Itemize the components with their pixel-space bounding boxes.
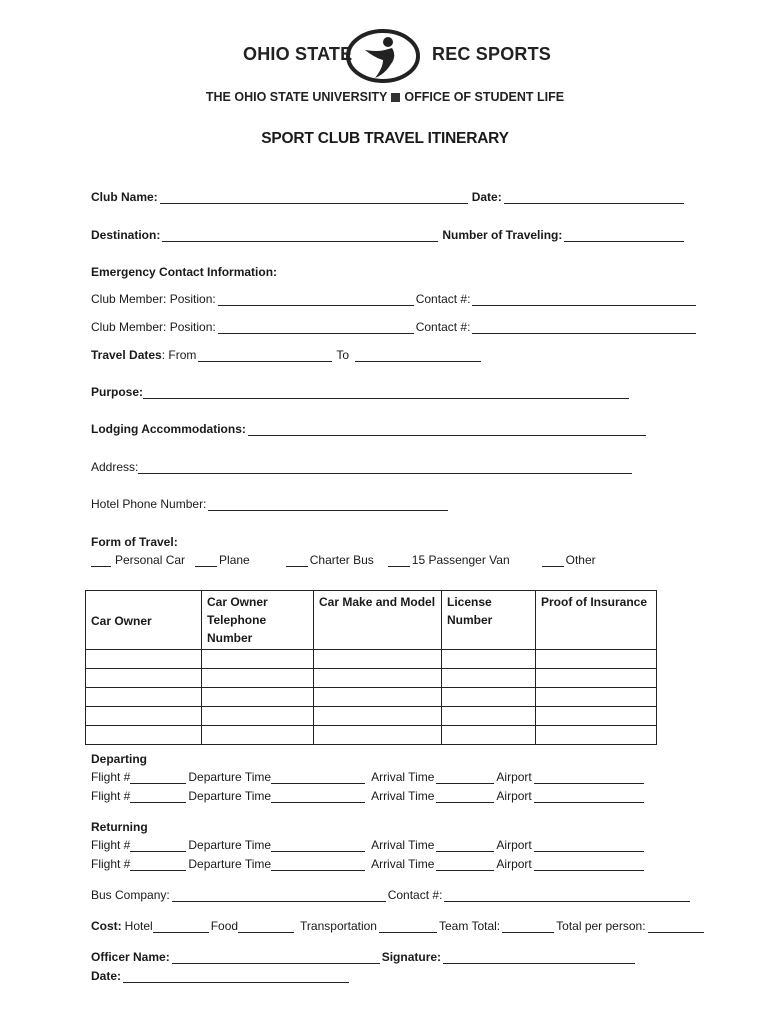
emergency-contact-heading: Emergency Contact Information: [91, 265, 278, 279]
contact-field[interactable] [472, 293, 696, 306]
contact-field[interactable] [472, 321, 696, 334]
officer-date-field[interactable] [123, 970, 349, 983]
club-member-position-label: Club Member: Position: [91, 292, 216, 306]
charter-bus-checkbox[interactable] [286, 554, 308, 567]
food-cost-field[interactable] [238, 920, 294, 933]
table-cell[interactable] [86, 707, 202, 726]
returning-heading: Returning [91, 820, 148, 834]
arrival-time-field[interactable] [436, 790, 494, 803]
passenger-van-label: 15 Passenger Van [411, 553, 510, 567]
table-cell[interactable] [202, 669, 314, 688]
contact-label: Contact #: [415, 320, 471, 334]
cost-row [91, 919, 706, 933]
table-cell[interactable] [314, 688, 442, 707]
flight-label: Flight # [91, 838, 131, 852]
travel-options-row [91, 553, 596, 567]
table-cell[interactable] [86, 669, 202, 688]
column-header-telephone: Car Owner Telephone Number [202, 591, 314, 650]
travel-to-field[interactable] [355, 349, 481, 362]
table-cell[interactable] [536, 707, 657, 726]
cost-label: Cost: [91, 919, 122, 933]
arrival-time-label: Arrival Time [371, 857, 435, 871]
table-cell[interactable] [536, 726, 657, 745]
arrival-time-field[interactable] [436, 771, 494, 784]
logo-text-right: REC SPORTS [432, 44, 552, 64]
airport-label: Airport [496, 857, 532, 871]
officer-date-label: Date: [91, 969, 122, 983]
club-name-row [91, 190, 686, 204]
officer-row [91, 950, 637, 964]
arrival-time-label: Arrival Time [371, 770, 435, 784]
returning-flight-row-1 [91, 838, 646, 852]
lodging-field[interactable] [248, 423, 646, 436]
club-member-position-field[interactable] [218, 321, 414, 334]
column-header-car-owner: Car Owner [86, 591, 202, 650]
hotel-phone-row [91, 497, 450, 511]
logo-header [0, 28, 770, 84]
per-person-label: Total per person: [556, 919, 646, 933]
table-cell[interactable] [202, 688, 314, 707]
club-name-label: Club Name: [91, 190, 158, 204]
table-cell[interactable] [86, 726, 202, 745]
transportation-cost-field[interactable] [379, 920, 437, 933]
emergency-row-1 [91, 292, 698, 306]
flight-label: Flight # [91, 857, 131, 871]
square-bullet-icon [391, 93, 400, 102]
hotel-phone-field[interactable] [208, 498, 448, 511]
table-row [86, 669, 657, 688]
charter-bus-label: Charter Bus [309, 553, 374, 567]
airport-field[interactable] [534, 858, 644, 871]
signature-field[interactable] [443, 951, 635, 964]
column-header-license: License Number [442, 591, 536, 650]
table-cell[interactable] [536, 688, 657, 707]
rec-sports-logo-icon [345, 28, 421, 84]
team-total-label: Team Total: [438, 919, 501, 933]
form-title: SPORT CLUB TRAVEL ITINERARY [261, 130, 509, 147]
table-row [86, 650, 657, 669]
table-cell[interactable] [202, 726, 314, 745]
emergency-row-2 [91, 320, 698, 334]
transportation-cost-label: Transportation [300, 919, 377, 933]
bus-company-label: Bus Company: [91, 888, 170, 902]
officer-date-row [91, 969, 351, 983]
table-cell[interactable] [86, 650, 202, 669]
per-person-field[interactable] [648, 920, 704, 933]
departure-time-label: Departure Time [188, 789, 272, 803]
date-field[interactable] [504, 191, 684, 204]
signature-label: Signature: [381, 950, 442, 964]
purpose-field[interactable] [143, 386, 629, 399]
hotel-cost-label: Hotel [124, 919, 153, 933]
table-cell[interactable] [314, 650, 442, 669]
contact-label: Contact #: [415, 292, 471, 306]
column-header-insurance: Proof of Insurance [536, 591, 657, 650]
logo-text-left: OHIO STATE [243, 44, 353, 64]
food-cost-label: Food [210, 919, 239, 933]
airport-label: Airport [496, 838, 532, 852]
flight-number-field[interactable] [130, 858, 186, 871]
table-header-row [86, 591, 657, 650]
flight-number-field[interactable] [130, 839, 186, 852]
plane-checkbox[interactable] [195, 554, 217, 567]
table-cell[interactable] [536, 669, 657, 688]
officer-name-field[interactable] [172, 951, 380, 964]
university-name: THE OHIO STATE UNIVERSITY [205, 90, 388, 104]
flight-number-field[interactable] [130, 771, 186, 784]
purpose-label: Purpose: [91, 385, 144, 399]
airport-field[interactable] [534, 839, 644, 852]
to-label: To [336, 348, 350, 362]
departing-flight-row-1 [91, 770, 646, 784]
table-cell[interactable] [442, 650, 536, 669]
club-member-position-field[interactable] [218, 293, 414, 306]
departing-heading: Departing [91, 752, 148, 766]
address-row [91, 460, 634, 474]
lodging-label: Lodging Accommodations: [91, 422, 246, 436]
personal-car-checkbox[interactable] [91, 554, 111, 567]
other-checkbox[interactable] [542, 554, 564, 567]
address-label: Address: [91, 460, 139, 474]
arrival-time-field[interactable] [436, 839, 494, 852]
airport-field[interactable] [534, 790, 644, 803]
hotel-cost-field[interactable] [153, 920, 209, 933]
departure-time-field[interactable] [271, 858, 365, 871]
table-cell[interactable] [202, 707, 314, 726]
date-label: Date: [471, 190, 502, 204]
arrival-time-field[interactable] [436, 858, 494, 871]
flight-number-field[interactable] [130, 790, 186, 803]
form-of-travel-heading: Form of Travel: [91, 535, 178, 549]
arrival-time-label: Arrival Time [371, 838, 435, 852]
table-cell[interactable] [86, 688, 202, 707]
other-label: Other [565, 553, 596, 567]
club-name-field[interactable] [160, 191, 468, 204]
personal-car-label: Personal Car [115, 553, 186, 567]
departure-time-label: Departure Time [188, 838, 272, 852]
travel-dates-label: Travel Dates [91, 348, 162, 362]
destination-field[interactable] [162, 229, 438, 242]
number-traveling-field[interactable] [564, 229, 684, 242]
passenger-van-checkbox[interactable] [388, 554, 410, 567]
column-header-make-model: Car Make and Model [314, 591, 442, 650]
number-traveling-label: Number of Traveling: [442, 228, 563, 242]
university-subheader [0, 90, 770, 104]
airport-label: Airport [496, 770, 532, 784]
returning-flight-row-2 [91, 857, 646, 871]
departure-time-field[interactable] [271, 771, 365, 784]
table-row [86, 707, 657, 726]
destination-label: Destination: [91, 228, 161, 242]
officer-name-label: Officer Name: [91, 950, 170, 964]
table-cell[interactable] [442, 688, 536, 707]
table-cell[interactable] [314, 726, 442, 745]
table-row [86, 726, 657, 745]
office-name: OFFICE OF STUDENT LIFE [404, 90, 565, 104]
bus-company-field[interactable] [172, 889, 386, 902]
table-cell[interactable] [442, 707, 536, 726]
table-cell[interactable] [442, 669, 536, 688]
airport-field[interactable] [534, 771, 644, 784]
team-total-field[interactable] [502, 920, 554, 933]
travel-dates-row [91, 348, 483, 362]
departure-time-field[interactable] [271, 790, 365, 803]
purpose-row [91, 385, 631, 399]
table-cell[interactable] [314, 669, 442, 688]
table-cell[interactable] [202, 650, 314, 669]
from-label: : From [161, 348, 197, 362]
departing-flight-row-2 [91, 789, 646, 803]
bus-contact-field[interactable] [444, 889, 690, 902]
arrival-time-label: Arrival Time [371, 789, 435, 803]
departure-time-label: Departure Time [188, 770, 272, 784]
lodging-row [91, 422, 648, 436]
address-field[interactable] [138, 461, 632, 474]
airport-label: Airport [496, 789, 532, 803]
bus-company-row [91, 888, 692, 902]
club-member-position-label: Club Member: Position: [91, 320, 216, 334]
table-cell[interactable] [314, 707, 442, 726]
travel-from-field[interactable] [198, 349, 332, 362]
destination-row [91, 228, 686, 242]
plane-label: Plane [219, 553, 250, 567]
car-owner-table [85, 590, 657, 745]
table-cell[interactable] [536, 650, 657, 669]
table-row [86, 688, 657, 707]
departure-time-label: Departure Time [188, 857, 272, 871]
hotel-phone-label: Hotel Phone Number: [91, 497, 207, 511]
flight-label: Flight # [91, 770, 131, 784]
bus-contact-label: Contact #: [387, 888, 443, 902]
flight-label: Flight # [91, 789, 131, 803]
table-cell[interactable] [442, 726, 536, 745]
departure-time-field[interactable] [271, 839, 365, 852]
